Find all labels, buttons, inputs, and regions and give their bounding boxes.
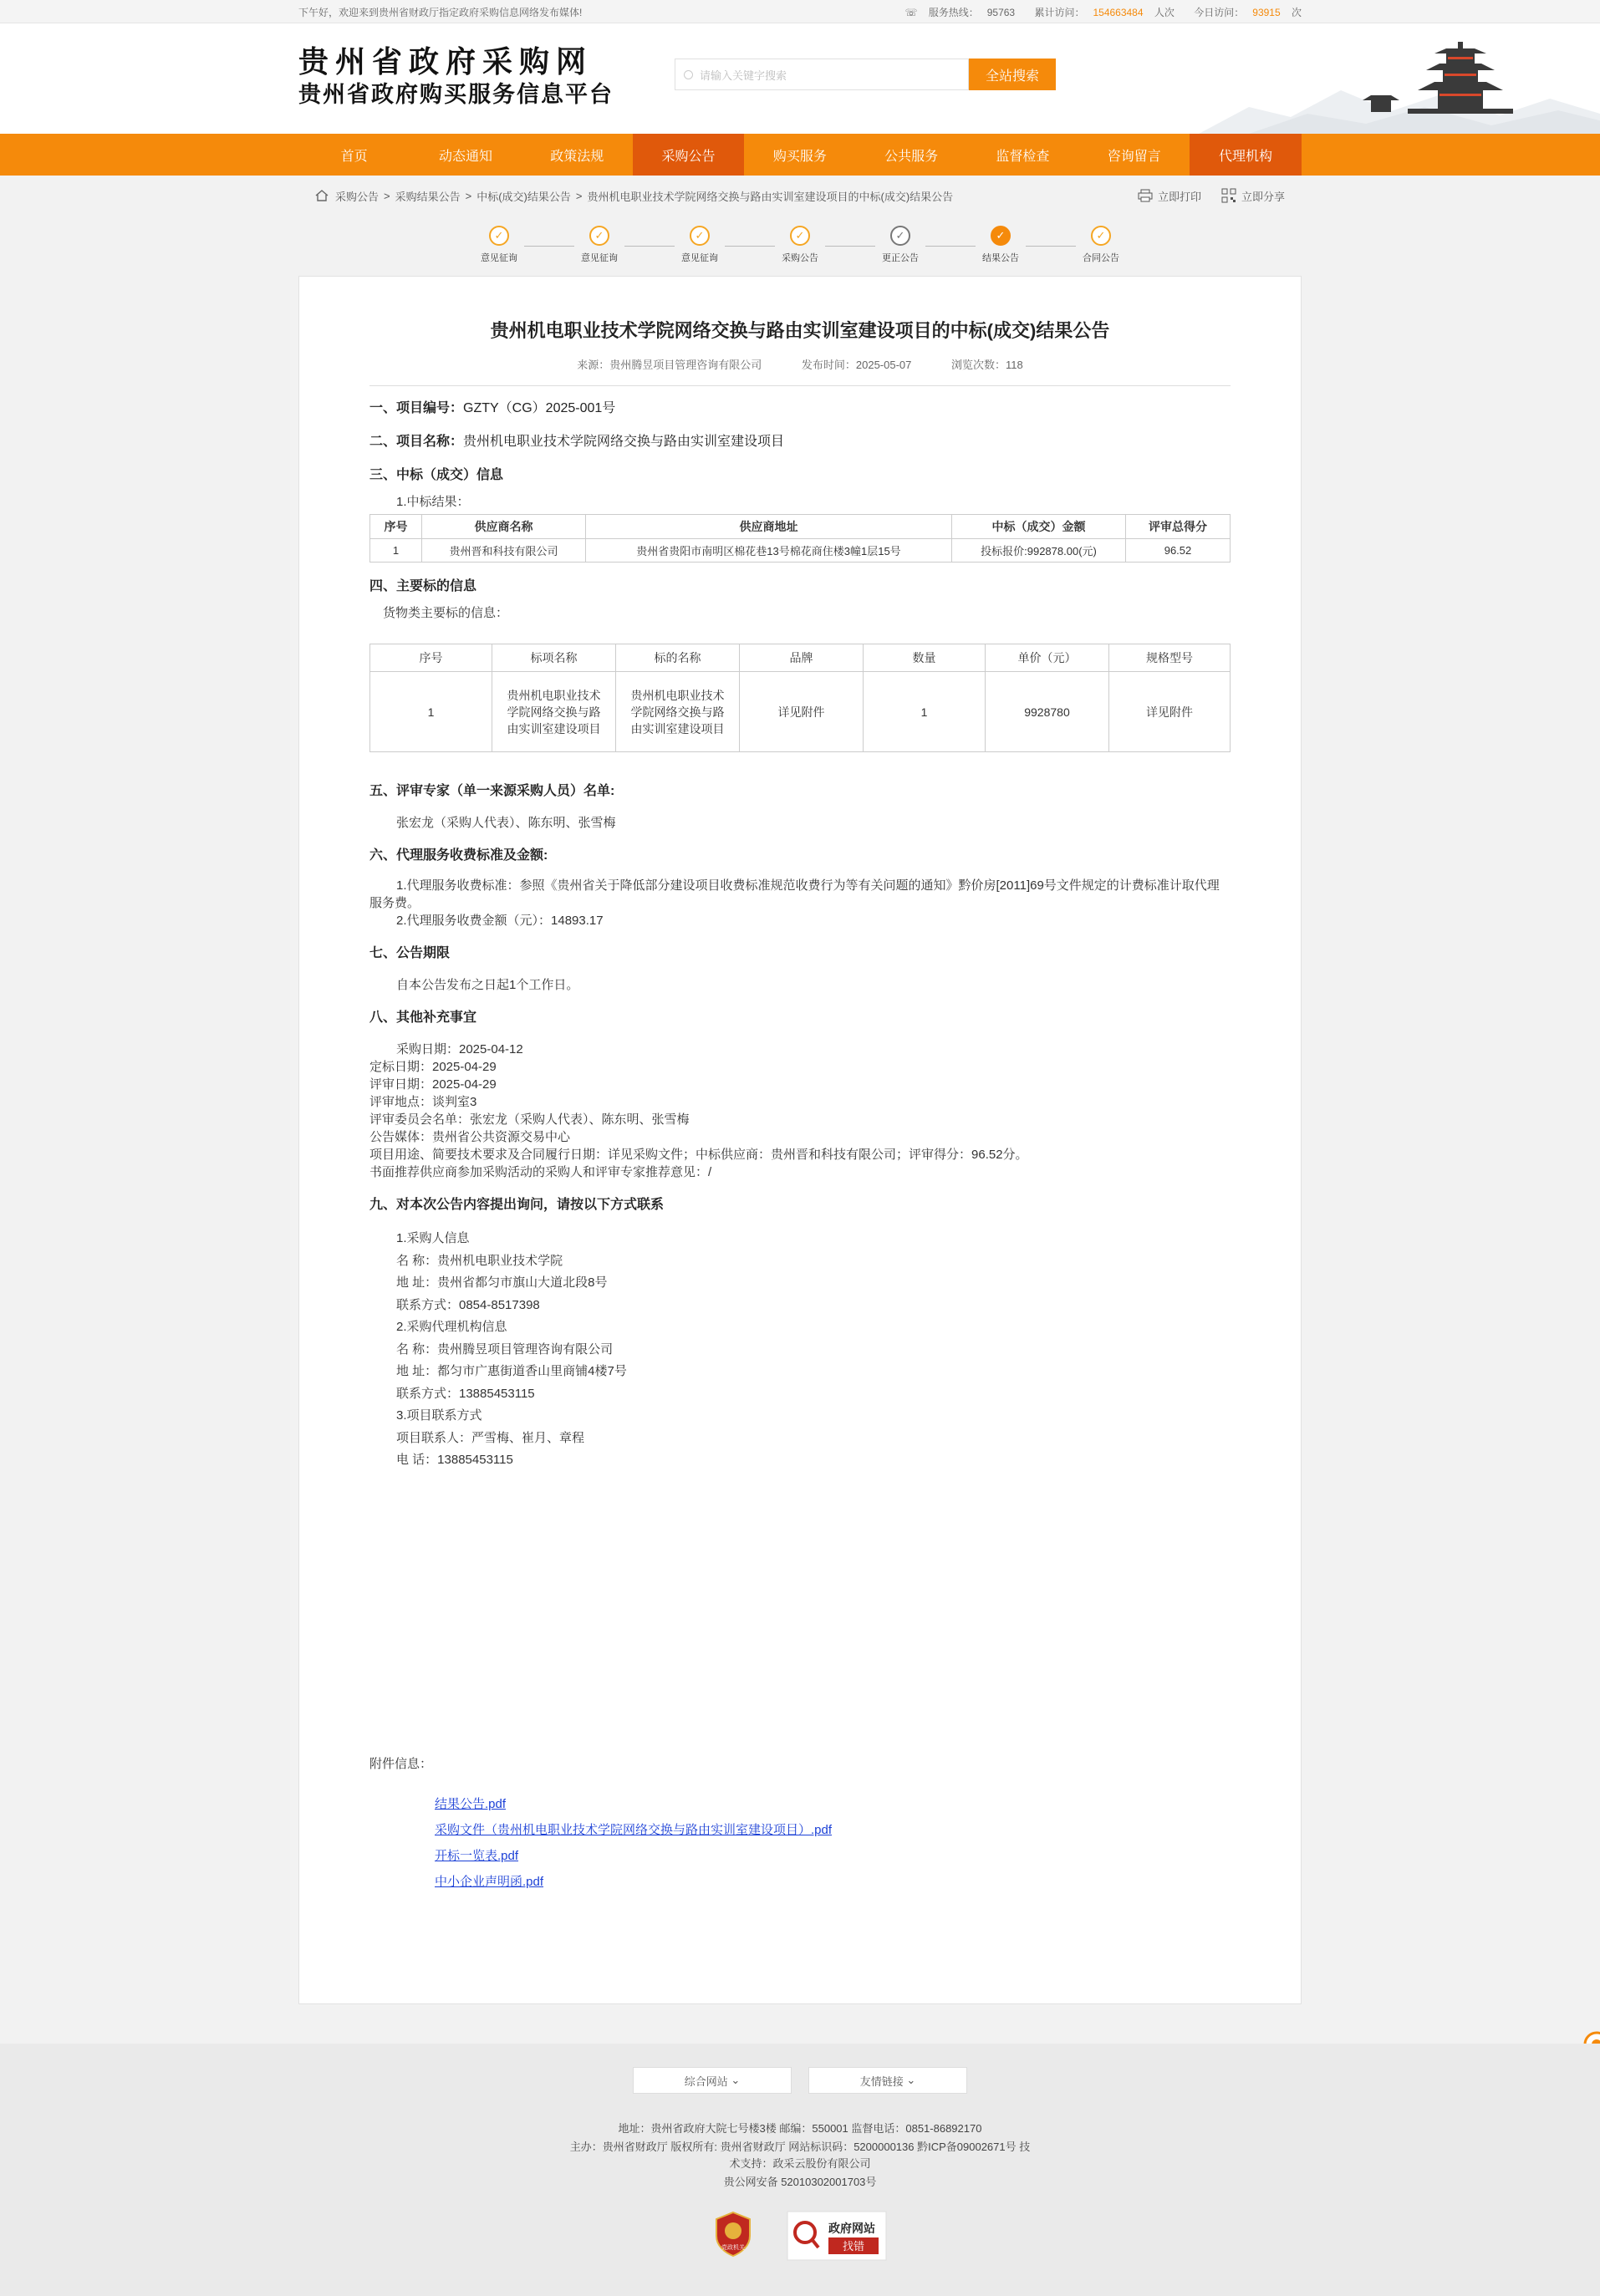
qrcode-icon: [1221, 188, 1236, 203]
pavilion-scenery-image: [1199, 23, 1600, 134]
site-logo[interactable]: 贵州省政府采购网 贵州省政府购买服务信息平台: [298, 44, 614, 108]
top-bar: [0, 0, 1600, 23]
breadcrumb: 采购公告 > 采购结果公告 > 中标(成交)结果公告 > 贵州机电职业技术学院网络交换与路由实训室建设项目的中标(成交)结果公告: [298, 188, 953, 204]
gov-site-error-badge[interactable]: [787, 2211, 887, 2261]
section-award-info: 三、中标（成交）信息: [369, 468, 504, 482]
step-connector: [925, 246, 976, 247]
page-title: 贵州机电职业技术学院网络交换与路由实训室建设项目的中标(成交)结果公告: [490, 320, 1110, 341]
section-other-matters: 八、其他补充事宜: [369, 1011, 477, 1025]
section-notice-period: 七、公告期限: [369, 946, 451, 960]
check-icon: ✓: [589, 226, 609, 246]
step-connector: [725, 246, 775, 247]
other-matters-list: 采购日期：2025-04-12 定标日期：2025-04-29 评审日期：2025-04-29 评审地点：谈判室3 评审委员会名单：张宏龙（采购人代表）、陈东明、张雪梅 公告媒体：贵州省公共资源交易中心 项目用途、简要技术要求及合同履行日期：详见采购文件；中标供应商：贵州晋和科技有限公司；评审得分：96.52分。 书面推荐供应商参加采购活动的采购人和评审专家推荐意见：/: [369, 1042, 1028, 1179]
experts-list: 张宏龙（采购人代表）、陈东明、张雪梅: [396, 816, 616, 830]
page-tools: [1138, 188, 1302, 204]
check-icon: ✓: [489, 226, 509, 246]
attachment-link[interactable]: 中小企业声明函.pdf: [435, 1875, 544, 1889]
article-date: 发布时间：2025-05-07: [801, 359, 912, 371]
search-bar: [675, 59, 1056, 90]
process-steps: [0, 216, 1600, 274]
table-row: 1 贵州晋和科技有限公司 贵州省贵阳市南明区棉花巷13号棉花商住楼3幢1层15号 投标报价:992878.00(元) 96.52: [370, 539, 1231, 563]
search-input[interactable]: 请输入关键字搜索: [675, 59, 969, 90]
breadcrumb-item[interactable]: 采购结果公告: [395, 190, 461, 203]
phone-icon: ☏: [904, 6, 918, 18]
nav-agency[interactable]: 代理机构: [1190, 134, 1301, 176]
step-procurement-notice[interactable]: ✓ 采购公告: [775, 226, 825, 264]
check-icon: ✓: [1091, 226, 1111, 246]
nav-consult[interactable]: 咨询留言: [1107, 149, 1161, 164]
breadcrumb-current: 贵州机电职业技术学院网络交换与路由实训室建设项目的中标(成交)结果公告: [587, 190, 954, 203]
attachment-link[interactable]: 开标一览表.pdf: [435, 1849, 519, 1863]
check-icon: ✓: [890, 226, 910, 246]
section-project-number: 一、项目编号：GZTY（CG）2025-001号: [369, 401, 616, 415]
items-table: [369, 644, 1231, 752]
article-meta: [369, 356, 1231, 386]
step-result-notice[interactable]: ✓ 结果公告: [976, 226, 1026, 264]
article-views: 浏览次数：118: [951, 359, 1023, 371]
main-nav: [0, 134, 1600, 176]
step-inquiry-1[interactable]: ✓ 意见征询: [474, 226, 524, 264]
nav-policy[interactable]: 政策法规: [550, 149, 604, 164]
award-result-label: 1.中标结果：: [396, 495, 470, 509]
step-connector: [524, 246, 574, 247]
attachment-link[interactable]: 采购文件（贵州机电职业技术学院网络交换与路由实训室建设项目）.pdf: [435, 1823, 833, 1837]
section-contact: 九、对本次公告内容提出询问，请按以下方式联系: [369, 1198, 665, 1212]
article-panel: [298, 276, 1302, 2004]
nav-public[interactable]: 公共服务: [884, 149, 939, 164]
friendly-links-select[interactable]: 友情链接 ⌄: [808, 2067, 967, 2094]
hotline-label: ☏ 服务热线： 95763: [904, 6, 1016, 18]
section-project-name: 二、项目名称：贵州机电职业技术学院网络交换与路由实训室建设项目: [369, 435, 785, 449]
portal-sites-select[interactable]: 综合网站 ⌄: [633, 2067, 792, 2094]
breadcrumb-bar: [0, 176, 1600, 216]
fee-standard: 1.代理服务收费标准：参照《贵州省关于降低部分建设项目收费标准规范收费行为等有关问题的通知》黔价房[2011]69号文件规定的计费标准计取代理服务费。: [369, 878, 1220, 910]
nav-procurement[interactable]: 采购公告: [633, 134, 744, 176]
check-icon: ✓: [690, 226, 710, 246]
svg-text:政府网站: 政府网站: [828, 2222, 875, 2236]
check-icon: ✓: [991, 226, 1011, 246]
step-contract-notice[interactable]: ✓ 合同公告: [1076, 226, 1126, 264]
share-button[interactable]: 立即分享: [1221, 188, 1285, 204]
step-connector: [1026, 246, 1076, 247]
home-icon[interactable]: [315, 190, 329, 201]
table-header-row: 序号 供应商名称 供应商地址 中标（成交）金额 评审总得分: [370, 515, 1231, 539]
search-icon: [684, 70, 693, 79]
footer-badges: [0, 2211, 1600, 2261]
check-icon: ✓: [790, 226, 810, 246]
welcome-text: 下午好，欢迎来到贵州省财政厅指定政府采购信息网络发布媒体!: [298, 6, 583, 18]
attachments: [369, 1755, 832, 1895]
nav-supervision[interactable]: 监督检查: [996, 149, 1050, 164]
print-button[interactable]: 立即打印: [1138, 188, 1201, 204]
site-footer: [0, 2044, 1600, 2296]
total-visits: 累计访问： 154663484 人次: [1034, 6, 1175, 18]
table-row: 1 贵州机电职业技术学院网络交换与路由实训室建设项目 贵州机电职业技术学院网络交换与路由实训室建设项目 详见附件 1 9928780 详见附件: [370, 672, 1231, 752]
svg-text:找错: 找错: [842, 2241, 865, 2253]
step-connector: [624, 246, 675, 247]
breadcrumb-item[interactable]: 中标(成交)结果公告: [476, 190, 571, 203]
step-inquiry-3[interactable]: ✓ 意见征询: [675, 226, 725, 264]
today-visits: 今日访问： 93915 次: [1194, 6, 1302, 18]
contact-list: 1.采购人信息 名 称：贵州机电职业技术学院 地 址：贵州省都匀市旗山大道北段8号 联系方式：0854-8517398 2.采购代理机构信息 名 称：贵州腾昱项目管理咨询有限公司 地 址：都匀市广惠街道香山里商铺4楼7号 联系方式：13885453115 3.项目联系方式 项目联系人：严雪梅、崔月、章程 电 话：13885453115: [396, 1231, 627, 1467]
article-source: 来源：贵州腾昱项目管理咨询有限公司: [577, 359, 762, 371]
nav-news[interactable]: 动态通知: [438, 149, 492, 164]
notice-period-text: 自本公告发布之日起1个工作日。: [396, 978, 579, 992]
breadcrumb-item[interactable]: 采购公告: [335, 190, 380, 203]
step-connector: [825, 246, 875, 247]
fee-amount: 2.代理服务收费金额（元）：14893.17: [396, 914, 604, 928]
site-header: [0, 23, 1600, 134]
attachment-link[interactable]: 结果公告.pdf: [435, 1797, 507, 1811]
attachments-label: 附件信息：: [369, 1757, 433, 1771]
party-government-badge[interactable]: [713, 2211, 753, 2258]
nav-home[interactable]: 首页: [340, 149, 368, 164]
award-table: [369, 514, 1231, 563]
section-agency-fee: 六、代理服务收费标准及金额:: [369, 848, 548, 863]
table-header-row: 序号 标项名称 标的名称 品牌 数量 单价（元） 规格型号: [370, 644, 1231, 672]
printer-icon: [1138, 189, 1153, 202]
section-main-items: 四、主要标的信息: [369, 579, 477, 593]
site-stats: [888, 5, 1302, 19]
chevron-down-icon: ⌄: [906, 2074, 916, 2086]
footer-info: 地址：贵州省政府大院七号楼3楼 邮编：550001 监督电话：0851-86892170 主办：贵州省财政厅 版权所有: 贵州省财政厅 网站标识码：5200000136 黔ICP备09002671号 技 术支持：政采云股份有限公司 贵公网安备 52010302001703号: [569, 2122, 1031, 2188]
step-inquiry-2[interactable]: ✓ 意见征询: [574, 226, 624, 264]
step-correction-notice[interactable]: ✓ 更正公告: [875, 226, 925, 264]
chevron-down-icon: ⌄: [731, 2074, 741, 2086]
search-button[interactable]: 全站搜索: [969, 59, 1056, 90]
main-items-label: 货物类主要标的信息：: [383, 606, 509, 620]
nav-services[interactable]: 购买服务: [772, 149, 827, 164]
section-experts: 五、评审专家（单一来源采购人员）名单:: [369, 784, 615, 798]
svg-text:党政机关: 党政机关: [721, 2244, 745, 2251]
